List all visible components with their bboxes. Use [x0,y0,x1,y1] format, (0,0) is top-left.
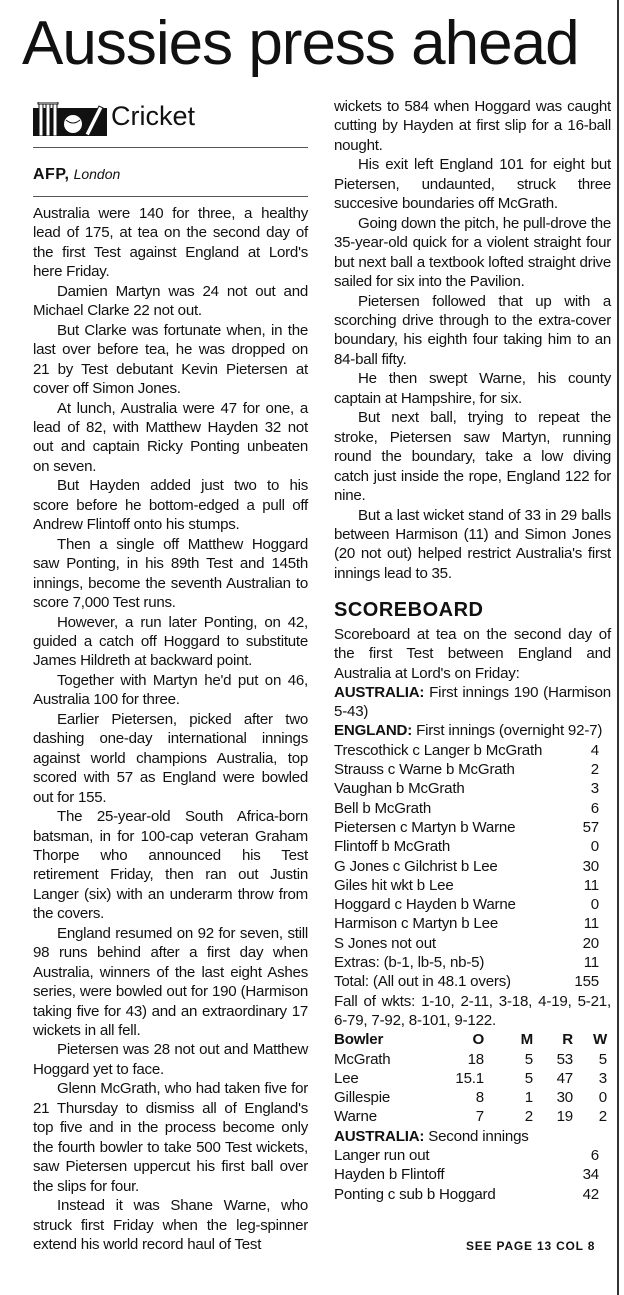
batting-row [334,914,611,933]
batting-row [334,876,611,895]
paragraph: Instead it was Shane Warne, who struck first Friday when the leg-spinner extend his world record haul of Test [33,1197,308,1254]
bowling-card [334,1030,611,1126]
paragraph: Glenn McGrath, who had taken five for 21 Thursday to dismiss all of England's top five and in the process become only the fourth bowler to take 500 Test wickets, saw Pietersen uppercut his first ball over the slips for four. [33,1080,308,1195]
bowling-figure: 53 [556,1050,573,1068]
bowling-figure: 5 [598,1050,607,1068]
bowling-row [334,1050,611,1069]
paragraph: Damien Martyn was 24 not out and Michael Clarke 22 not out. [33,282,308,320]
byline-place: London [73,166,121,182]
scoreboard-intro: Scoreboard at tea on the second day of the first Test between England and Australia at Lord's on Friday: [334,626,611,682]
paragraph: But next ball, trying to repeat the stroke, Pietersen saw Martyn, running round the boundary, take a low diving catch just inside the rope, England 122 for nine. [334,409,611,505]
batting-row [334,1165,611,1184]
bowling-figure: 8 [475,1089,484,1107]
bowling-figure: 18 [467,1050,484,1068]
cricket-icon [33,102,107,136]
innings-summary: Second innings [428,1127,529,1145]
runs: 4 [590,741,599,759]
fall-of-wickets: Fall of wkts: 1-10, 2-11, 3-18, 4-19, 5-21, 6-79, 7-92, 8-101, 9-122. [334,992,611,1029]
continuation-note: SEE PAGE 13 COL 8 [466,1239,596,1253]
bowling-figure: 2 [524,1108,533,1126]
batting-row [334,837,611,856]
scoreboard-heading: SCOREBOARD [334,599,484,621]
bowling-figure: 2 [598,1108,607,1126]
batsman-entry: S Jones not out [334,934,436,952]
bowling-row [334,1107,611,1126]
runs: 34 [582,1166,599,1184]
team-name: AUSTRALIA: [334,683,425,701]
bowler-name: McGrath [334,1050,391,1068]
runs: 6 [590,799,599,817]
batsman-entry: Total: (All out in 48.1 overs) [334,973,511,991]
paragraph: Pietersen followed that up with a scorching drive through to the extra-cover boundary, his eighth four taking him to an 84-ball fifty. [334,292,611,368]
paragraph: England resumed on 92 for seven, still 98 runs behind after a first day when Australia, winners of the last eight Ashes series, were bowled out for 190 (Harmison taking five for 43) and an extraordinary 17 wickets in all fell. [33,924,308,1040]
runs: 11 [583,915,599,933]
batsman-entry: Hayden b Flintoff [334,1166,445,1184]
paragraph: However, a run later Ponting, on 42, guided a catch off Hoggard to substitute James Hildreth at backward point. [33,613,308,670]
batting-row [334,779,611,798]
bowling-figure: 7 [475,1108,484,1126]
runs: 20 [582,934,599,952]
bowler-header: Bowler [334,1031,384,1049]
byline-agency: AFP, [33,166,70,183]
batsman-entry: G Jones c Gilchrist b Lee [334,857,498,875]
batsman-entry: Giles hit wkt b Lee [334,876,454,894]
paragraph: But a last wicket stand of 33 in 29 balls between Harmison (11) and Simon Jones (20 not out) helped restrict Australia's first innings lead to 35. [334,506,611,582]
bowling-row [334,1088,611,1107]
batsman-entry: Pietersen c Martyn b Warne [334,818,516,836]
paragraph: He then swept Warne, his county captain at Hampshire, for six. [334,370,611,407]
england-batting-card [334,741,611,992]
bowling-figure: M [520,1031,533,1049]
bowling-figure: 47 [556,1069,573,1087]
paragraph: But Hayden added just two to his score before he bottom-edged a pull off Andrew Flintoff onto his stumps. [33,477,308,534]
batting-row [334,1146,611,1165]
batting-row [334,972,611,991]
bowling-figure: 15.1 [455,1069,484,1087]
runs: 0 [590,838,599,856]
batsman-entry: Trescothick c Langer b McGrath [334,741,543,759]
bowling-header [334,1030,611,1049]
batting-row [334,741,611,760]
bowler-name: Warne [334,1108,377,1126]
batting-row [334,799,611,818]
bowling-figure: O [472,1031,484,1049]
batting-row [334,953,611,972]
runs: 6 [590,1147,599,1165]
section-rule [33,147,308,148]
paragraph: Going down the pitch, he pull-drove the 35-year-old quick for a violent straight four but next ball a textbook lofted straight drive sailed for six into the Pavilion. [334,214,611,291]
runs: 11 [583,954,599,972]
article-left-column [33,204,308,1254]
batting-row [334,760,611,779]
batsman-entry: Extras: (b-1, lb-5, nb-5) [334,954,485,972]
australia-second-batting-card [334,1146,611,1204]
bowling-row [334,1069,611,1088]
bowling-figure: 19 [556,1108,573,1126]
bowling-figure: 5 [524,1069,533,1087]
paragraph: Then a single off Matthew Hoggard saw Ponting, in his 89th Test and 145th innings, become the seventh Australian to score 7,000 Test runs. [33,535,308,612]
batsman-entry: Vaughan b McGrath [334,780,465,798]
paragraph: The 25-year-old South Africa-born batsman, in for 100-cap veteran Graham Thorpe who announced his Test retirement Friday, then ran out Justin Langer (six) with an underarm throw from the covers. [33,808,308,923]
paragraph: wickets to 584 when Hoggard was caught cutting by Hayden at first slip for a 16-ball nought. [334,98,611,154]
innings-summary: First innings (overnight 92-7) [416,722,603,740]
paragraph: At lunch, Australia were 47 for one, a lead of 82, with Matthew Hayden 32 not out and captain Ricky Ponting unbeaten on seven. [33,399,308,475]
section-label [33,96,308,140]
bowling-figure: 0 [598,1089,607,1107]
byline-rule [33,196,308,197]
runs: 3 [590,780,599,798]
paragraph: Australia were 140 for three, a healthy lead of 175, at tea on the second day of the first Test against England at Lord's here Friday. [33,205,308,281]
bowler-name: Gillespie [334,1089,391,1107]
australia-second-innings [334,1127,611,1146]
bowling-figure: 1 [524,1089,533,1107]
australia-first-innings [334,683,611,722]
bowler-name: Lee [334,1069,359,1087]
bowling-figure: 30 [556,1089,573,1107]
paragraph: But Clarke was fortunate when, in the last over before tea, he was dropped on 21 by Test debutant Kevin Pietersen at cover off Simon Jones. [33,321,308,398]
batsman-entry: Flintoff b McGrath [334,838,451,856]
batsman-entry: Bell b McGrath [334,799,432,817]
section-title: Cricket [111,101,196,131]
batting-row [334,895,611,914]
headline: Aussies press ahead [22,9,579,78]
paragraph: Together with Martyn he'd put on 46, Australia 100 for three. [33,671,308,709]
team-name: AUSTRALIA: [334,1127,425,1145]
batting-row [334,818,611,837]
runs: 57 [582,818,599,836]
runs: 155 [574,973,599,991]
batting-row [334,934,611,953]
column-rule [617,0,619,1295]
batsman-entry: Harmison c Martyn b Lee [334,915,499,933]
scoreboard [334,625,611,1204]
paragraph: His exit left England 101 for eight but Pietersen, undaunted, struck three succesive boundaries off McGrath. [334,156,611,213]
article-right-column [334,97,611,583]
batsman-entry: Ponting c sub b Hoggard [334,1185,496,1203]
batsman-entry: Strauss c Warne b McGrath [334,761,515,779]
bowling-figure: 3 [598,1069,607,1087]
team-name: ENGLAND: [334,722,413,740]
paragraph: Earlier Pietersen, picked after two dashing one-day international innings against world champions Australia, top scored with 57 as England were bowled out for 155. [33,710,308,806]
bowling-figure: 5 [524,1050,533,1068]
batsman-entry: Hoggard c Hayden b Warne [334,896,516,914]
runs: 0 [590,896,599,914]
bowling-figure: R [562,1031,573,1049]
runs: 42 [582,1185,599,1203]
paragraph: Pietersen was 28 not out and Matthew Hoggard yet to face. [33,1041,308,1078]
england-first-innings [334,721,611,740]
runs: 30 [582,857,599,875]
runs: 2 [590,761,599,779]
runs: 11 [583,876,599,894]
batting-row [334,857,611,876]
bowling-figure: W [592,1031,607,1049]
batsman-entry: Langer run out [334,1147,430,1165]
batting-row [334,1185,611,1204]
byline [33,166,120,184]
innings-summary: First innings 190 (Harmison 5-43) [334,683,611,721]
